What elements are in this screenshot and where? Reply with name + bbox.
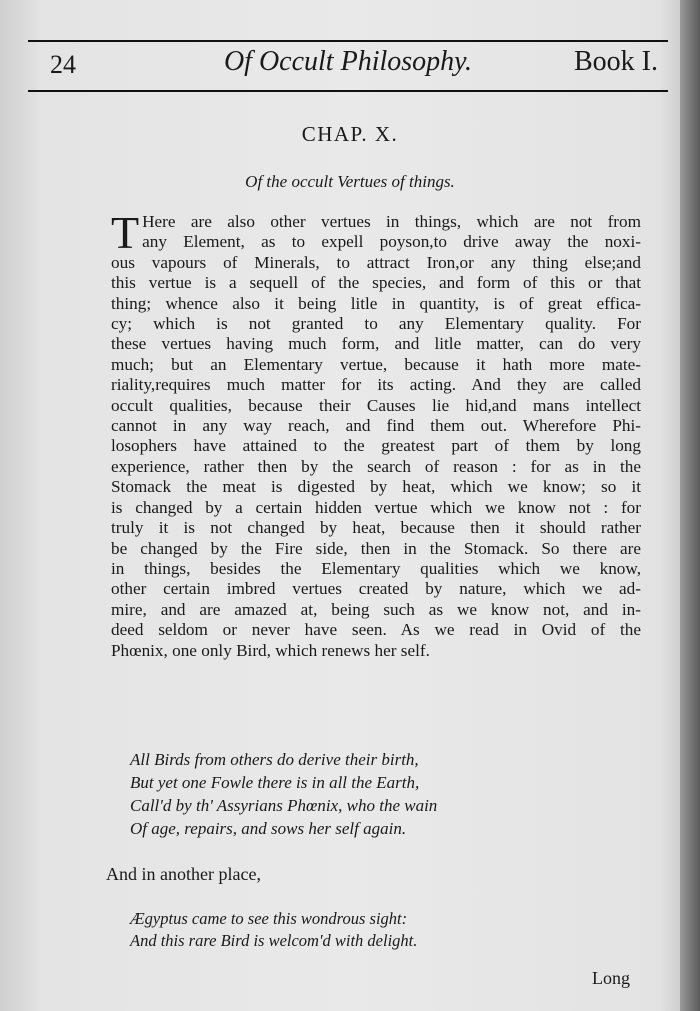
body-line: deed seldom or never have seen. As we read in Ovid of the — [111, 620, 641, 640]
running-head — [28, 40, 668, 90]
catchword: Long — [592, 968, 630, 988]
body-line: Here are also other vertues in things, which are not from — [142, 212, 641, 231]
verse-line: But yet one Fowle there is in all the Earth, — [130, 773, 420, 792]
verse-line: And this rare Bird is welcom'd with delight. — [130, 931, 418, 950]
body-line: truly it is not changed by heat, because then it should rather — [111, 518, 641, 538]
verse-line: Of age, repairs, and sows her self again. — [130, 819, 407, 838]
body-line: losophers have attained to the greatest part of them by long — [111, 436, 641, 456]
body-line: experience, rather then by the search of reason : for as in the — [111, 456, 641, 476]
body-line: other certain imbred vertues created by nature, which we ad- — [111, 579, 641, 599]
body-line: cy; which is not granted to any Elementary quality. For — [111, 314, 641, 334]
body-line: Stomack the meat is digested by heat, which we know; so it — [111, 477, 641, 497]
page-gutter-shadow — [680, 0, 700, 1011]
body-line: mire, and are amazed at, being such as we know not, and in- — [111, 599, 641, 619]
chapter-body — [111, 207, 641, 661]
body-line: cannot in any way reach, and find them out. Wherefore Phi- — [111, 416, 641, 436]
running-title: Of Occult Philosophy. — [223, 46, 473, 77]
chapter-heading: CHAP. X. — [301, 122, 399, 146]
body-line: thing; whence also it being litle in quantity, is of great effica- — [111, 293, 641, 313]
chapter-subtitle: Of the occult Vertues of things. — [245, 172, 455, 191]
verse-line: All Birds from others do derive their birth, — [130, 750, 419, 769]
body-line: much; but an Elementary vertue, because it hath more mate- — [111, 354, 641, 374]
verse-line: Ægyptus came to see this wondrous sight: — [130, 909, 408, 928]
body-line: is changed by a certain hidden vertue which we know not : for — [111, 497, 641, 517]
body-line: occult qualities, because their Causes lie hid,and mans intellect — [111, 395, 641, 415]
body-line: these vertues having much form, and litle matter, can do very — [111, 334, 641, 354]
body-line: any Element, as to expell poyson,to drive away the noxi- — [142, 232, 641, 252]
page-number: 24 — [50, 50, 76, 79]
body-line: in things, besides the Elementary qualities which we know, — [111, 558, 641, 578]
body-line: this vertue is a sequell of the species, and form of this or that — [111, 273, 641, 293]
book-label: Book I. — [574, 46, 658, 77]
body-line: be changed by the Fire side, then in the Stomack. So there are — [111, 538, 641, 558]
body-line: riality,requires much matter for its acting. And they are called — [111, 375, 641, 395]
body-line: ous vapours of Minerals, to attract Iron,or any thing else;and — [111, 252, 641, 272]
transition-text: And in another place, — [106, 864, 261, 884]
body-line: Phœnix, one only Bird, which renews her self. — [111, 640, 430, 660]
verse-block-1 — [130, 748, 550, 840]
drop-cap: T — [111, 207, 140, 258]
header-rule-bottom — [28, 90, 668, 92]
verse-line: Call'd by th' Assyrians Phœnix, who the wain — [130, 796, 438, 815]
verse-block-2 — [130, 908, 550, 952]
